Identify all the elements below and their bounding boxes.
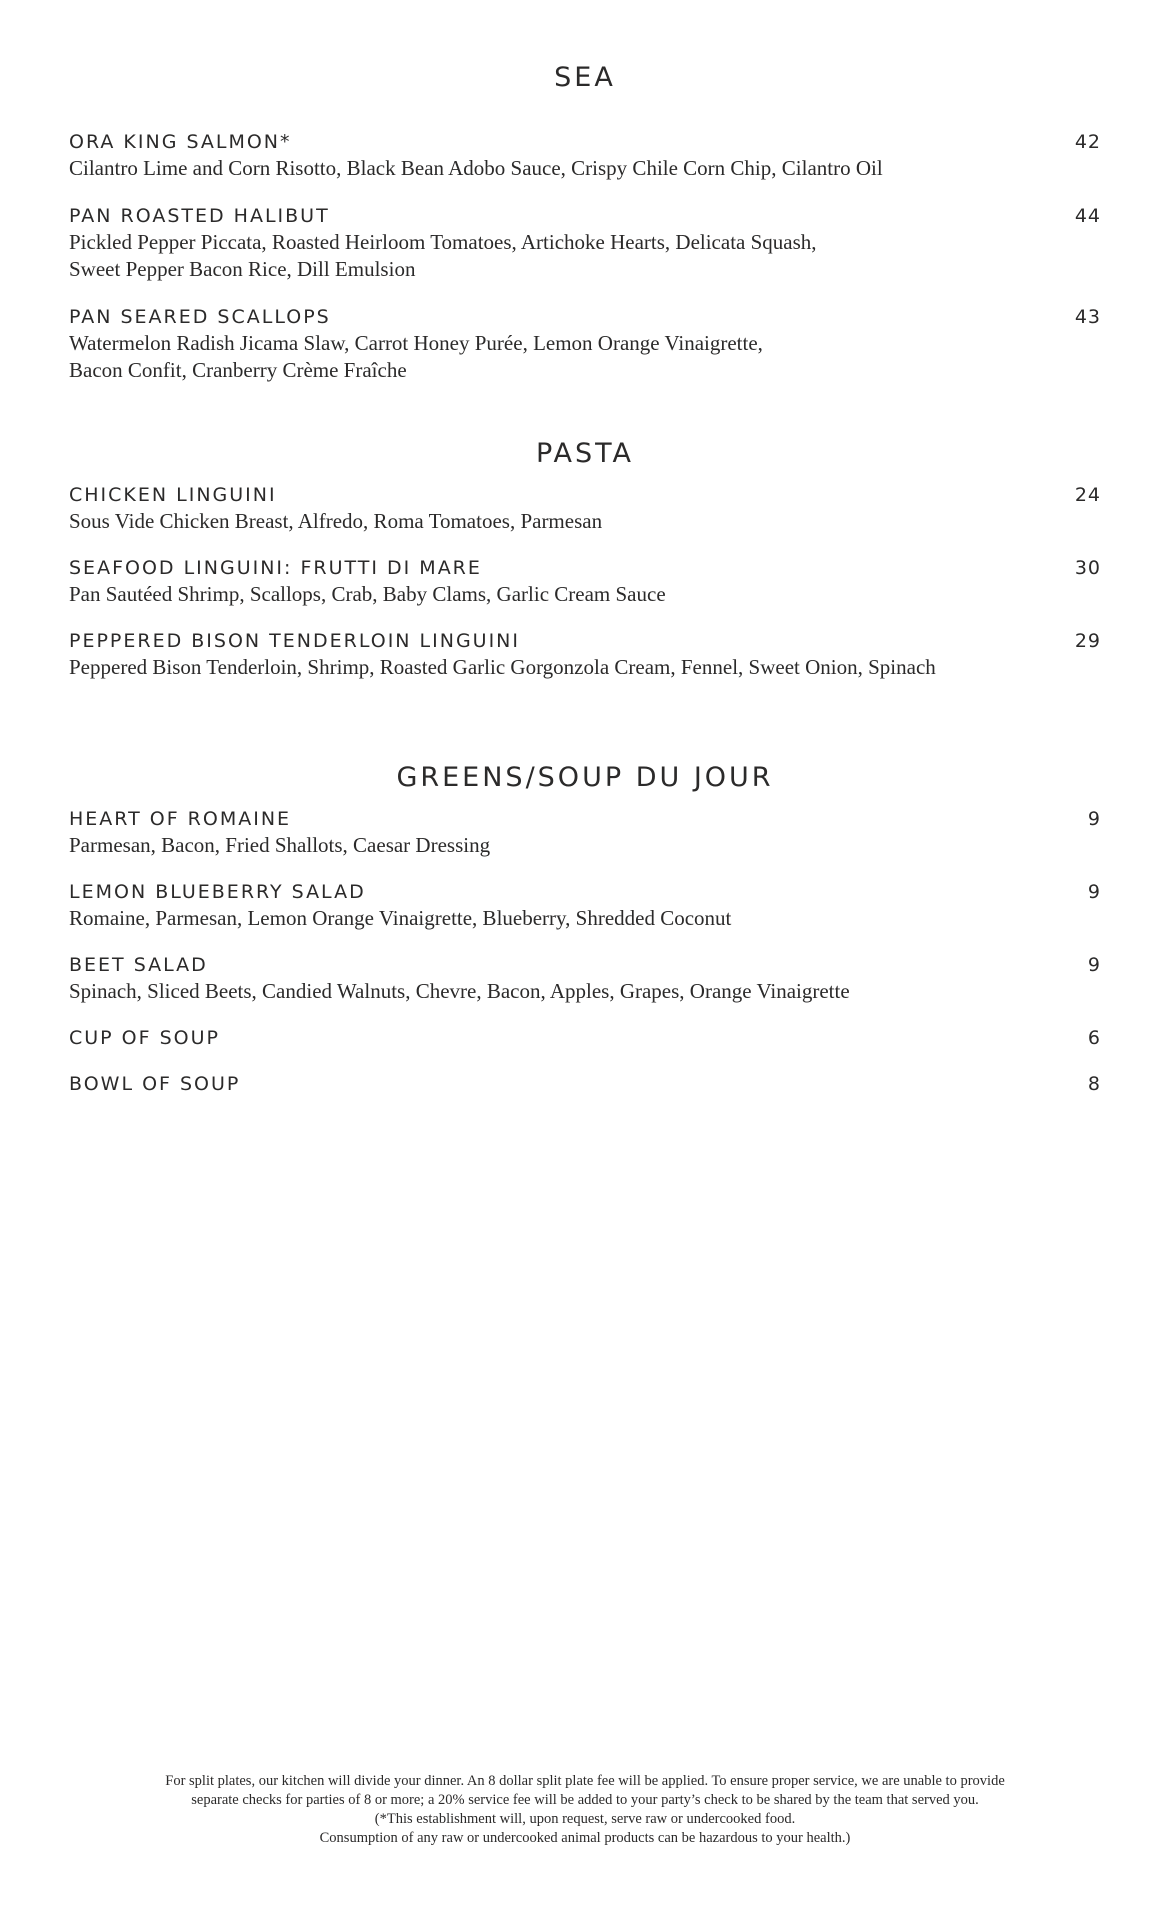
item-price: 30 (1074, 557, 1101, 579)
menu-item (69, 203, 1101, 283)
item-name: CUP OF SOUP (69, 1027, 220, 1049)
item-price: 44 (1074, 205, 1101, 227)
item-price: 29 (1074, 630, 1101, 652)
item-description: Watermelon Radish Jicama Slaw, Carrot Honey Purée, Lemon Orange Vinaigrette, Bacon Confit, Cranberry Crème Fraîche (69, 331, 763, 382)
footer-line: (*This establishment will, upon request, serve raw or undercooked food. (374, 1811, 796, 1827)
footer-line: Consumption of any raw or undercooked animal products can be hazardous to your health.) (319, 1830, 851, 1846)
menu-item (69, 304, 1101, 384)
menu-item (69, 879, 1101, 932)
item-price: 43 (1074, 306, 1101, 328)
menu-item (69, 952, 1101, 1005)
section-title-sea: SEA (554, 62, 616, 93)
section-title-pasta: PASTA (535, 438, 635, 469)
footer-line: separate checks for parties of 8 or more; a 20% service fee will be added to your party’s check to be shared by the team that served you. (191, 1792, 979, 1808)
item-name: PAN ROASTED HALIBUT (69, 205, 330, 227)
item-name: SEAFOOD LINGUINI: FRUTTI DI MARE (69, 557, 482, 579)
item-description: Sous Vide Chicken Breast, Alfredo, Roma Tomatoes, Parmesan (69, 509, 603, 533)
item-description: Parmesan, Bacon, Fried Shallots, Caesar Dressing (69, 833, 491, 857)
item-price: 9 (1087, 808, 1101, 830)
footer-disclaimer (69, 1772, 1101, 1848)
item-description: Pickled Pepper Piccata, Roasted Heirloom Tomatoes, Artichoke Hearts, Delicata Squash, Sweet Pepper Bacon Rice, Dill Emulsion (69, 230, 817, 281)
item-name: PEPPERED BISON TENDERLOIN LINGUINI (69, 630, 520, 652)
item-description: Romaine, Parmesan, Lemon Orange Vinaigrette, Blueberry, Shredded Coconut (69, 906, 732, 930)
menu-item (69, 1025, 1101, 1051)
footer-line: For split plates, our kitchen will divide your dinner. An 8 dollar split plate fee will be applied. To ensure proper service, we are unable to provide (165, 1773, 1005, 1789)
item-price: 8 (1087, 1073, 1101, 1095)
menu-item (69, 555, 1101, 608)
item-name: LEMON BLUEBERRY SALAD (69, 881, 366, 903)
menu-item (69, 129, 1101, 182)
item-price: 9 (1087, 881, 1101, 903)
item-name: PAN SEARED SCALLOPS (69, 306, 331, 328)
item-description: Cilantro Lime and Corn Risotto, Black Bean Adobo Sauce, Crispy Chile Corn Chip, Cilantro Oil (69, 156, 883, 180)
menu-item (69, 806, 1101, 859)
menu-item (69, 482, 1101, 535)
item-price: 6 (1087, 1027, 1101, 1049)
item-price: 24 (1074, 484, 1101, 506)
item-price: 42 (1074, 131, 1101, 153)
menu-item (69, 1071, 1101, 1097)
item-name: ORA KING SALMON* (69, 131, 292, 153)
item-name: CHICKEN LINGUINI (69, 484, 277, 506)
item-description: Pan Sautéed Shrimp, Scallops, Crab, Baby Clams, Garlic Cream Sauce (69, 582, 666, 606)
item-description: Spinach, Sliced Beets, Candied Walnuts, Chevre, Bacon, Apples, Grapes, Orange Vinaigrette (69, 979, 850, 1003)
item-price: 9 (1087, 954, 1101, 976)
item-name: BEET SALAD (69, 954, 208, 976)
section-title-greens-soup: GREENS/SOUP DU JOUR (396, 762, 774, 793)
item-description: Peppered Bison Tenderloin, Shrimp, Roasted Garlic Gorgonzola Cream, Fennel, Sweet Onion, Spinach (69, 655, 936, 679)
item-name: HEART OF ROMAINE (69, 808, 292, 830)
item-name: BOWL OF SOUP (69, 1073, 241, 1095)
menu-item (69, 628, 1101, 681)
